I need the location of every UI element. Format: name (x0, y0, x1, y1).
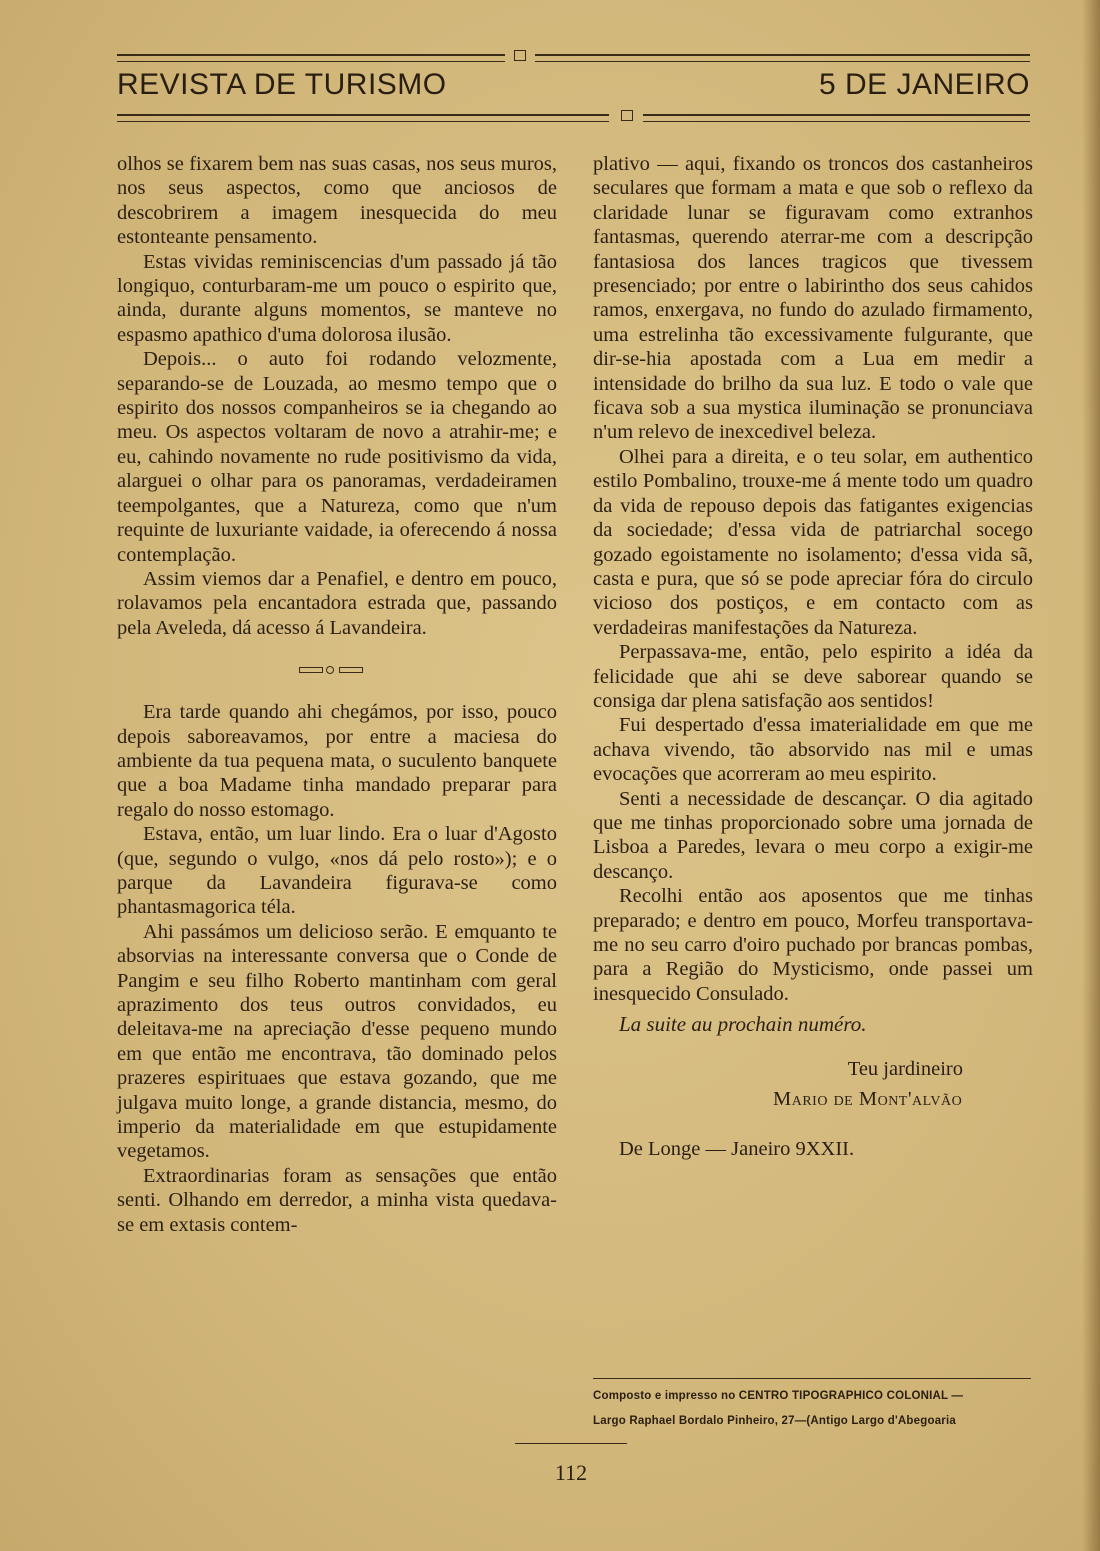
issue-date: 5 DE JANEIRO (818, 68, 1030, 101)
rule-ornament-box (621, 110, 633, 121)
paragraph: olhos se fixarem bem nas suas casas, nos seus muros, nos seus aspectos, como que anciosos de descobrirem a imagem inesquecida do meu estonteante pensamento. (117, 153, 557, 249)
imprint-line: Composto e impresso no CENTRO TIPOGRAPHICO COLONIAL — (593, 1390, 964, 1402)
paragraph: Olhei para a direita, e o teu solar, em authentico estilo Pombalino, trouxe-me á mente todo um quadro da vida de repouso depois das fatigantes exigencias da sociedade; d'essa vida de patriarchal socego gozado egoistamente no isolamento; d'essa vida sã, casta e pura, que só se pode apreciar fóra do circulo vicioso dos postiços, e em contacto com as verdadeiras manifestações da Natureza. (593, 445, 1033, 639)
paragraph: Depois... o auto foi rodando velozmente, separando-se de Louzada, ao mesmo tempo que o espirito dos nossos companheiros se ia chegando ao meu. Os aspectos voltaram de novo a atrahir-me; e eu, cahindo novamente no rude positivismo da vida, alarguei o olhar para os panoramas, verdadeiramen teempolgantes, que a Natureza, como que n'um requinte de luxuriante vaidade, ia oferecendo á nossa contemplação. (117, 348, 557, 566)
header-bottom-rule (117, 112, 1030, 124)
page-edge-shadow (1082, 0, 1100, 1551)
left-column (117, 152, 557, 1237)
paragraph: Perpassava-me, então, pelo espirito a idéa da felicidade que ahi se deve saborear quando se consiga dar plena satisfação aos sentidos! (593, 641, 1033, 712)
imprint-rule (593, 1378, 1031, 1379)
running-header (117, 68, 1030, 112)
paragraph: Ahi passámos um delicioso serão. E emquanto te absorvias na interessante conversa que o Conde de Pangim e seu filho Roberto mantinham com geral aprazimento dos teus outros convidados, eu deleitava-me na apreciação d'esse pequeno mundo em que então me encontrava, tão dominado pelos prazeres espirituaes que estava gozando, que me julgava muito longe, a grande distancia, mesmo, do imperio da materialidade em que estupidamente vegetamos. (117, 920, 557, 1163)
paragraph: Estava, então, um luar lindo. Era o luar d'Agosto (que, segundo o vulgo, «nos dá pelo rosto»); e o parque da Lavandeira figurava-se como phantasmagorica téla. (117, 823, 557, 919)
rule-ornament-box (514, 50, 526, 61)
paragraph: Recolhi então aos aposentos que me tinhas preparado; e dentro em pouco, Morfeu transportava-me no seu carro d'oiro puchado por brancas pombas, para a Região do Mysticismo, onde passei um inesquecido Consulado. (593, 885, 1033, 1005)
header-top-rule (117, 52, 1030, 64)
imprint-line: Largo Raphael Bordalo Pinheiro, 27—(Antigo Largo d'Abegoaria (593, 1415, 956, 1427)
page-number: 112 (554, 1460, 588, 1485)
section-divider (117, 640, 557, 700)
continuation-note: La suite au prochain numéro. (619, 1012, 867, 1037)
paragraph: Senti a necessidade de descançar. O dia agitado que me tinhas proporcionado sobre uma jornada de Lisboa a Paredes, levara o meu corpo a exigir-me descanço. (593, 787, 1033, 883)
paragraph: plativo — aqui, fixando os troncos dos castanheiros seculares que formam a mata e que sob o reflexo da claridade lunar se figuravam como extranhos fantasmas, querendo aterrar-me com a descripção fantasiosa dos lances tragicos que tivessem presenciado; por entre o labirintho dos seus cahidos ramos, enxergava, no fundo do azulado firmamento, uma estrelinha tão excessivamente fulgurante, que dir-se-hia apostada com a Lua em medir a intensidade do brilho da sua luz. E todo o vale que ficava sob a sua mystica iluminação se pronunciava n'um relevo de inexcedivel beleza. (593, 153, 1033, 444)
footer-rule (515, 1443, 627, 1444)
paragraph: Assim viemos dar a Penafiel, e dentro em pouco, rolavamos pela encantadora estrada que, passando pela Aveleda, dá acesso á Lavandeira. (117, 567, 557, 639)
printer-imprint (593, 1384, 1033, 1434)
paragraph: Fui despertado d'essa imaterialidade em que me achava vivendo, tão absorvido nas mil e umas evocações que acorreram ao meu espirito. (593, 714, 1033, 786)
dateline: De Longe — Janeiro 9XXII. (619, 1138, 855, 1161)
paragraph: Era tarde quando ahi chegámos, por isso, pouco depois saboreavamos, por entre a maciesa do ambiente da tua pequena mata, o suculento banquete que a boa Madame tinha mandado preparar para regalo do nosso estomago. (117, 701, 557, 821)
signature-line: Teu jardineiro (847, 1057, 963, 1080)
paragraph: Estas vividas reminiscencias d'um passado já tão longiquo, conturbaram-me um pouco o espirito que, ainda, durante alguns momentos, se manteve no espasmo apathico d'uma dolorosa ilusão. (117, 250, 557, 346)
divider-ornament-icon (299, 666, 363, 674)
author-name: Mario de Mont'alvão (773, 1088, 963, 1111)
magazine-title: REVISTA DE TURISMO (117, 68, 447, 101)
right-column (593, 152, 1033, 1162)
paragraph: Extraordinarias foram as sensações que então senti. Olhando em derredor, a minha vista quedava-se em extasis contem- (117, 1164, 557, 1236)
